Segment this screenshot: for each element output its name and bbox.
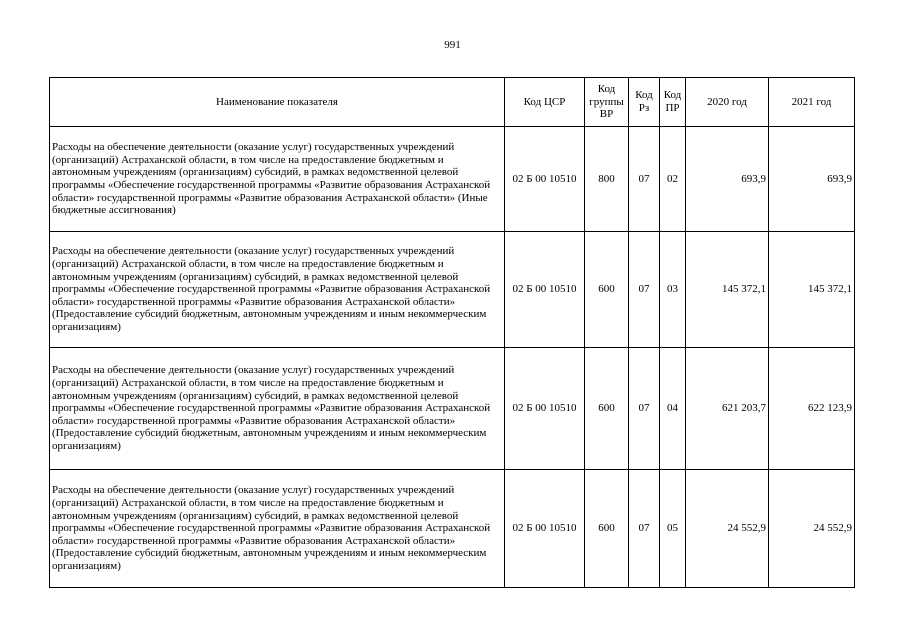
cell-pr: 03 [660, 232, 686, 348]
cell-rz: 07 [629, 232, 660, 348]
table-row [50, 470, 855, 588]
header-pr: Код ПР [660, 78, 686, 127]
cell-2020: 693,9 [686, 127, 769, 232]
header-name: Наименование показателя [50, 78, 505, 127]
table-header-row [50, 78, 855, 127]
cell-name: Расходы на обеспечение деятельности (оказание услуг) государственных учреждений (организаций) Астраханской области, в том числе на предоставление бюджетным и автономным учреждениям (организациям) субсидий, в рамках ведомственной целевой программы «Обеспечение государственной программы «Развитие образования Астраханской области» государственной программы «Развитие образования Астраханской области» (Предоставление субсидий бюджетным, автономным учреждениям и иным некоммерческим организациям) [50, 232, 505, 348]
header-csr: Код ЦСР [505, 78, 585, 127]
cell-2021: 24 552,9 [769, 470, 855, 588]
cell-2020: 24 552,9 [686, 470, 769, 588]
cell-2021: 622 123,9 [769, 348, 855, 470]
cell-csr: 02 Б 00 10510 [505, 470, 585, 588]
header-rz: Код Рз [629, 78, 660, 127]
header-2021: 2021 год [769, 78, 855, 127]
cell-vr: 600 [585, 470, 629, 588]
header-vr: Код группы ВР [585, 78, 629, 127]
cell-name: Расходы на обеспечение деятельности (оказание услуг) государственных учреждений (организаций) Астраханской области, в том числе на предоставление бюджетным и автономным учреждениям (организациям) субсидий, в рамках ведомственной целевой программы «Обеспечение государственной программы «Развитие образования Астраханской области» государственной программы «Развитие образования Астраханской области» (Предоставление субсидий бюджетным, автономным учреждениям и иным некоммерческим организациям) [50, 348, 505, 470]
cell-rz: 07 [629, 348, 660, 470]
cell-pr: 02 [660, 127, 686, 232]
cell-pr: 05 [660, 470, 686, 588]
cell-csr: 02 Б 00 10510 [505, 127, 585, 232]
cell-name: Расходы на обеспечение деятельности (оказание услуг) государственных учреждений (организаций) Астраханской области, в том числе на предоставление бюджетным и автономным учреждениям (организациям) субсидий, в рамках ведомственной целевой программы «Обеспечение государственной программы «Развитие образования Астраханской области» государственной программы «Развитие образования Астраханской области» (Иные бюджетные ассигнования) [50, 127, 505, 232]
cell-csr: 02 Б 00 10510 [505, 348, 585, 470]
table-row [50, 127, 855, 232]
cell-vr: 600 [585, 232, 629, 348]
cell-vr: 800 [585, 127, 629, 232]
cell-2021: 145 372,1 [769, 232, 855, 348]
table-row [50, 232, 855, 348]
page-number: 991 [444, 39, 461, 51]
cell-pr: 04 [660, 348, 686, 470]
cell-2020: 621 203,7 [686, 348, 769, 470]
cell-csr: 02 Б 00 10510 [505, 232, 585, 348]
cell-2020: 145 372,1 [686, 232, 769, 348]
cell-vr: 600 [585, 348, 629, 470]
cell-name: Расходы на обеспечение деятельности (оказание услуг) государственных учреждений (организаций) Астраханской области, в том числе на предоставление бюджетным и автономным учреждениям (организациям) субсидий, в рамках ведомственной целевой программы «Обеспечение государственной программы «Развитие образования Астраханской области» государственной программы «Развитие образования Астраханской области» (Предоставление субсидий бюджетным, автономным учреждениям и иным некоммерческим организациям) [50, 470, 505, 588]
cell-2021: 693,9 [769, 127, 855, 232]
cell-rz: 07 [629, 470, 660, 588]
cell-rz: 07 [629, 127, 660, 232]
header-2020: 2020 год [686, 78, 769, 127]
table-row [50, 348, 855, 470]
budget-table [49, 77, 855, 588]
